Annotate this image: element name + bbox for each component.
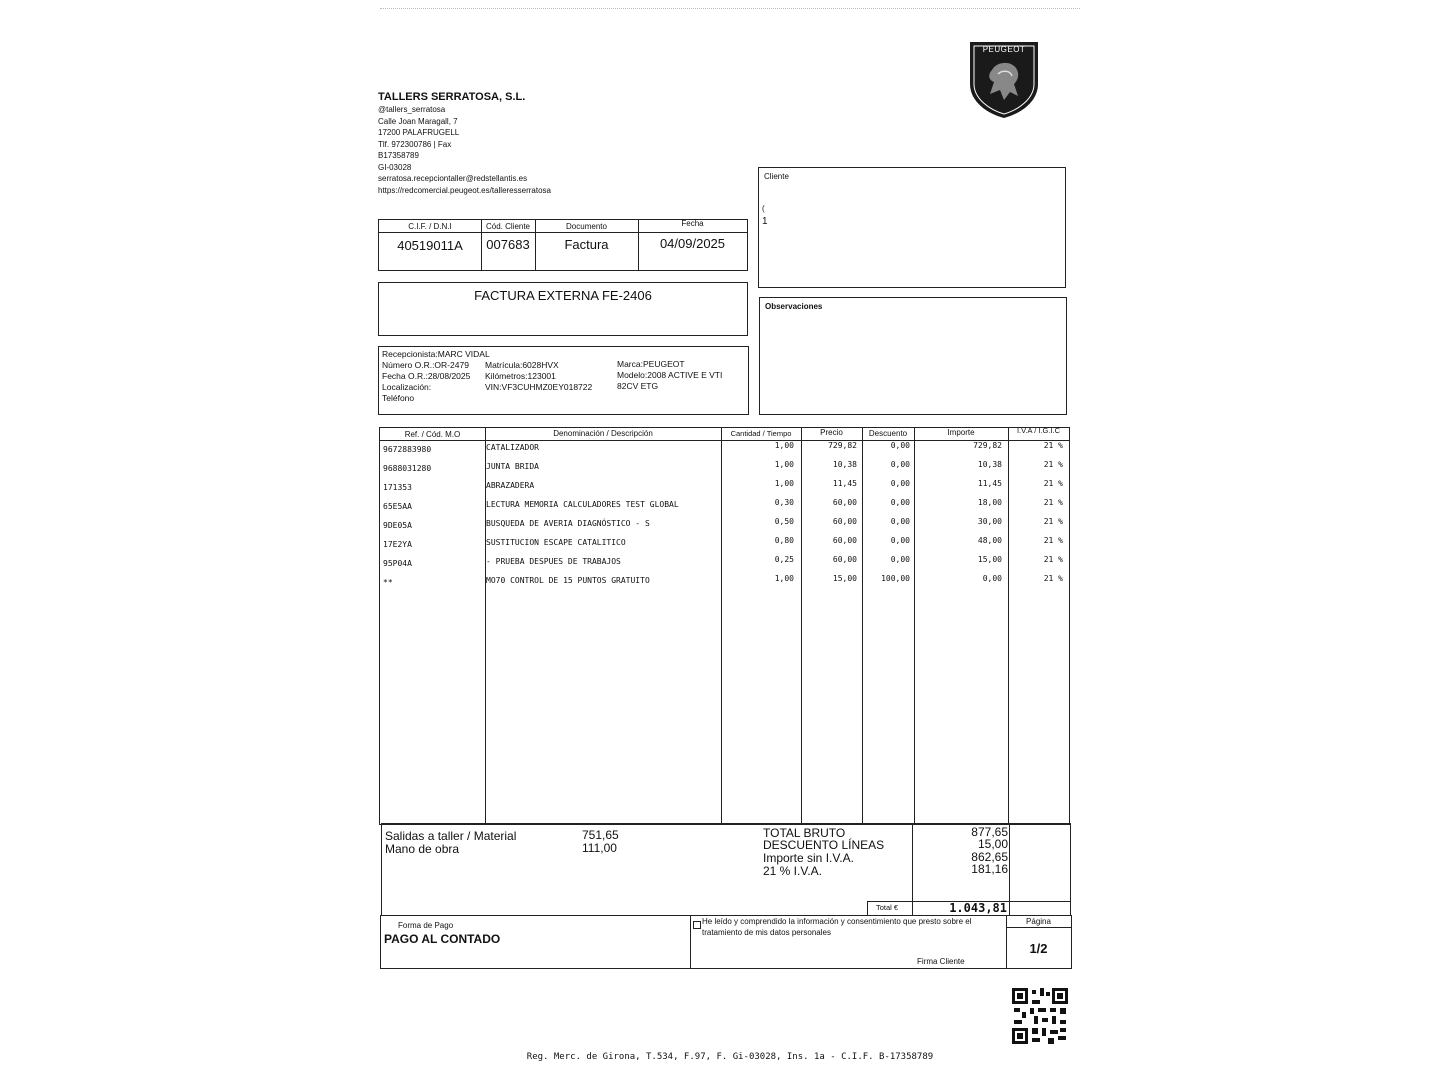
row-qty: 1,00 — [774, 574, 794, 583]
col-price-header: Precio — [820, 428, 843, 437]
col-desc-header: Denominación / Descripción — [553, 429, 653, 438]
modelo: Modelo:2008 ACTIVE E VTI — [617, 370, 723, 380]
importe-sin-iva-value: 862,65 — [971, 850, 1008, 864]
company-info — [378, 90, 738, 196]
row-qty: 0,30 — [774, 498, 794, 507]
table-row — [380, 574, 1070, 593]
documento-label: Documento — [566, 222, 607, 231]
table-row — [380, 441, 1070, 460]
descuento-label: DESCUENTO LÍNEAS — [763, 838, 885, 852]
cliente-box — [758, 167, 1066, 288]
company-cif: B17358789 — [378, 151, 419, 160]
row-ref: 9DE05A — [383, 521, 412, 530]
row-disc: 0,00 — [890, 536, 910, 545]
salidas-value: 751,65 — [582, 828, 619, 842]
row-iva: 21 % — [1043, 517, 1063, 526]
row-ref: ** — [383, 578, 393, 587]
row-desc: - PRUEBA DESPUES DE TRABAJOS — [486, 557, 621, 566]
company-phone: Tlf. 972300786 | Fax — [378, 139, 452, 149]
summary-box — [381, 823, 1071, 916]
company-social: @tallers_serratosa — [378, 105, 446, 114]
row-desc: JUNTA BRIDA — [486, 462, 539, 471]
cif-value: 40519011A — [397, 238, 463, 253]
row-disc: 0,00 — [890, 479, 910, 488]
cliente-label: Cliente — [764, 172, 789, 181]
kilometros: Kilómetros:123001 — [485, 371, 556, 381]
documento-value: Factura — [564, 237, 609, 252]
row-iva: 21 % — [1043, 441, 1063, 450]
total-value: 1.043,81 — [949, 901, 1007, 915]
col-qty-header: Cantidad / Tiempo — [730, 429, 792, 438]
row-price: 60,00 — [832, 498, 857, 507]
row-desc: SUSTITUCION ESCAPE CATALITICO — [486, 538, 626, 547]
total-bruto-value: 877,65 — [971, 825, 1008, 839]
logo-text: PEUGEOT — [982, 45, 1026, 54]
items-table — [379, 427, 1070, 825]
iva-label: 21 % I.V.A. — [763, 864, 822, 878]
numero-or: Número O.R.:OR-2479 — [382, 360, 469, 370]
row-desc: MO70 CONTROL DE 15 PUNTOS GRATUITO — [486, 576, 650, 585]
telefono: Teléfono — [382, 393, 415, 403]
forma-pago-label: Forma de Pago — [398, 921, 454, 930]
fecha-or: Fecha O.R.:28/08/2025 — [382, 371, 471, 381]
total-bruto-label: TOTAL BRUTO — [763, 826, 846, 840]
pagina-label: Página — [1026, 917, 1051, 926]
table-row — [380, 555, 1070, 574]
row-disc: 0,00 — [890, 517, 910, 526]
cod-cliente-value: 007683 — [486, 237, 530, 252]
row-desc: BUSQUEDA DE AVERIA DIAGNÓSTICO - S — [486, 519, 650, 528]
observaciones-label: Observaciones — [765, 302, 823, 311]
row-iva: 21 % — [1043, 555, 1063, 564]
row-ref: 9672883980 — [383, 445, 432, 454]
row-amount: 30,00 — [977, 517, 1002, 526]
row-price: 60,00 — [832, 517, 857, 526]
cliente-line1: ( — [762, 204, 765, 213]
row-iva: 21 % — [1043, 479, 1063, 488]
salidas-label: Salidas a taller / Material — [385, 829, 517, 843]
row-ref: 171353 — [383, 483, 412, 492]
cliente-line2: 1 — [762, 216, 768, 227]
forma-pago-value: PAGO AL CONTADO — [384, 932, 501, 946]
table-row — [380, 536, 1070, 555]
row-qty: 0,50 — [774, 517, 794, 526]
row-iva: 21 % — [1043, 536, 1063, 545]
company-city: 17200 PALAFRUGELL — [378, 128, 460, 137]
row-disc: 0,00 — [890, 441, 910, 450]
row-price: 10,38 — [832, 460, 857, 469]
marca: Marca:PEUGEOT — [617, 359, 685, 369]
row-price: 729,82 — [828, 441, 857, 450]
row-qty: 1,00 — [774, 460, 794, 469]
table-row — [380, 479, 1070, 498]
recepcionista: Recepcionista:MARC VIDAL — [382, 349, 490, 359]
table-row — [380, 517, 1070, 536]
company-address: Calle Joan Maragall, 7 — [378, 116, 458, 126]
cif-label: C.I.F. / D.N.I — [408, 222, 452, 231]
firma-label: Firma Cliente — [917, 957, 965, 966]
col-disc-header: Descuento — [868, 429, 908, 438]
company-registry: GI-03028 — [378, 162, 412, 172]
invoice-title-box — [378, 282, 748, 336]
row-amount: 11,45 — [977, 479, 1002, 488]
iva-value: 181,16 — [971, 862, 1008, 876]
row-qty: 1,00 — [774, 441, 794, 450]
table-row — [380, 460, 1070, 479]
col-iva-header: I.V.A / I.G.I.C — [1016, 426, 1061, 435]
cod-cliente-label: Cód. Cliente — [485, 222, 531, 231]
row-disc: 0,00 — [890, 555, 910, 564]
row-price: 15,00 — [832, 574, 857, 583]
mano-label: Mano de obra — [385, 842, 460, 856]
row-qty: 0,25 — [774, 555, 794, 564]
row-qty: 1,00 — [774, 479, 794, 488]
fecha-value: 04/09/2025 — [659, 236, 726, 251]
row-ref: 17E2YA — [383, 540, 412, 549]
pagina-value: 1/2 — [1029, 941, 1048, 956]
consent-line2: tratamiento de mis datos personales — [702, 928, 831, 937]
footer-box — [380, 915, 1072, 969]
row-disc: 100,00 — [881, 574, 910, 583]
consent-line1: He leído y comprendido la información y consentimiento que presto sobre el — [702, 917, 972, 926]
row-desc: CATALIZADOR — [486, 443, 539, 452]
row-amount: 0,00 — [982, 574, 1002, 583]
row-iva: 21 % — [1043, 460, 1063, 469]
row-qty: 0,80 — [774, 536, 794, 545]
row-price: 60,00 — [832, 555, 857, 564]
row-amount: 10,38 — [977, 460, 1002, 469]
col-amount-header: Importe — [947, 428, 975, 437]
row-disc: 0,00 — [890, 498, 910, 507]
descuento-value: 15,00 — [977, 837, 1008, 851]
row-amount: 729,82 — [973, 441, 1002, 450]
vin: VIN:VF3CUHMZ0EY018722 — [485, 382, 593, 392]
registry-footer: Reg. Merc. de Girona, T.534, F.97, F. Gi-03028, Ins. 1a - C.I.F. B-17358789 — [526, 1052, 934, 1062]
row-disc: 0,00 — [890, 460, 910, 469]
row-amount: 48,00 — [977, 536, 1002, 545]
company-email: serratosa.recepciontaller@redstellantis.es — [378, 174, 528, 183]
scan-marks — [380, 8, 1080, 13]
peugeot-lion-shield-icon — [966, 40, 1042, 120]
row-ref: 95P04A — [383, 559, 412, 568]
company-web: https://redcomercial.peugeot.es/talleresserratosa — [378, 185, 551, 195]
observaciones-box — [759, 297, 1067, 415]
motor: 82CV ETG — [617, 381, 659, 391]
row-amount: 18,00 — [977, 498, 1002, 507]
total-label: Total € — [876, 903, 899, 912]
row-price: 11,45 — [832, 479, 857, 488]
header-table — [378, 219, 748, 271]
qr-code-icon — [1012, 988, 1068, 1044]
row-price: 60,00 — [832, 536, 857, 545]
row-amount: 15,00 — [977, 555, 1002, 564]
table-row — [380, 498, 1070, 517]
order-info-box — [378, 346, 749, 415]
col-ref-header: Ref. / Cód. M.O — [404, 430, 461, 439]
mano-value: 111,00 — [582, 841, 617, 855]
fecha-label: Fecha — [681, 219, 704, 228]
consent-checkbox[interactable] — [693, 921, 701, 929]
row-desc: ABRAZADERA — [486, 481, 535, 490]
invoice-title: FACTURA EXTERNA FE-2406 — [474, 288, 652, 303]
row-ref: 65E5AA — [383, 502, 412, 511]
company-name: TALLERS SERRATOSA, S.L. — [378, 91, 526, 103]
row-ref: 9688031280 — [383, 464, 432, 473]
matricula: Matrícula:6028HVX — [485, 360, 559, 370]
importe-sin-iva-label: Importe sin I.V.A. — [763, 851, 854, 865]
localizacion: Localización: — [382, 382, 432, 392]
row-iva: 21 % — [1043, 498, 1063, 507]
row-desc: LECTURA MEMORIA CALCULADORES TEST GLOBAL — [486, 500, 679, 509]
row-iva: 21 % — [1043, 574, 1063, 583]
